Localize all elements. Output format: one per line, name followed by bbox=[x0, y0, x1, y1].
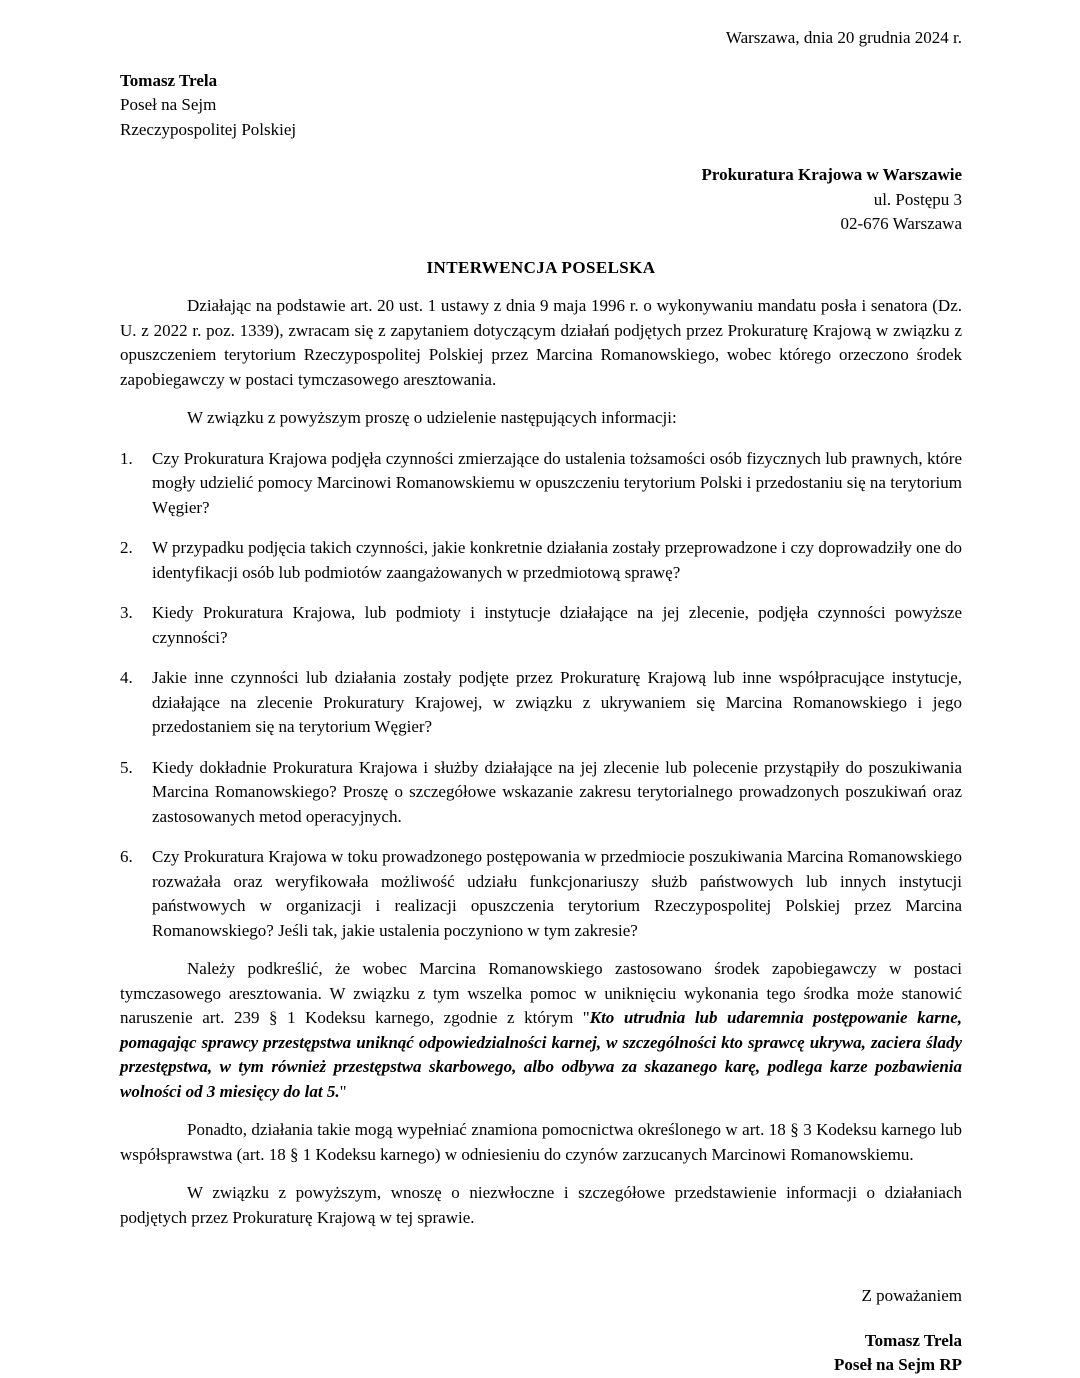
recipient-address-line-1: ul. Postępu 3 bbox=[873, 189, 962, 209]
question-number: 4. bbox=[120, 668, 133, 687]
question-text: Kiedy dokładnie Prokuratura Krajowa i służby działające na jej zlecenie lub polecenie przystąpiły do poszukiwania Marcina Romanowskiego? Proszę o szczegółowe wskazanie zakresu terytorialnego prowadzonych poszukiwań oraz zastosowanych metod operacyjnych. bbox=[152, 757, 962, 826]
date-line: Warszawa, dnia 20 grudnia 2024 r. bbox=[725, 28, 962, 47]
aiding-paragraph: Ponadto, działania takie mogą wypełniać znamiona pomocnictwa określonego w art. 18 § 3 Kodeksu karnego lub współsprawstwa (art. 18 § 1 Kodeksu karnego) w odniesieniu do czynów zarzucanych Marcinowi Romanowskiemu. bbox=[120, 1120, 962, 1164]
question-item-1 bbox=[120, 447, 962, 521]
request-line: W związku z powyższym proszę o udzielenie następujących informacji: bbox=[187, 408, 677, 427]
question-number: 2. bbox=[120, 538, 133, 557]
question-item-6 bbox=[120, 845, 962, 943]
signoff-closing: Z poważaniem bbox=[861, 1286, 962, 1305]
recipient-block bbox=[120, 163, 962, 237]
sender-name: Tomasz Trela bbox=[120, 70, 218, 90]
question-item-4 bbox=[120, 666, 962, 740]
document-title: INTERWENCJA POSELSKA bbox=[426, 257, 656, 277]
legal-paragraph-prefix: Należy podkreślić, że wobec Marcina Romanowskiego zastosowano środek zapobiegawczy w postaci tymczasowego aresztowania. W związku z tym wszelka pomoc w uniknięciu wykonania tego środka może stanowić naruszenie art. 239 § 1 Kodeksu karnego, zgodnie z którym " bbox=[120, 959, 962, 1027]
question-text: Czy Prokuratura Krajowa podjęła czynności zmierzające do ustalenia tożsamości osób fizycznych lub prawnych, które mogły udzielić pomocy Marcinowi Romanowskiemu w opuszczeniu terytorium Polski i przedostaniu się na terytorium Węgier? bbox=[152, 448, 962, 517]
question-text: Kiedy Prokuratura Krajowa, lub podmioty i instytucje działające na jej zlecenie, podjęła czynności powyższe czynności? bbox=[152, 603, 962, 647]
legal-quote: Kto utrudnia lub udaremnia postępowanie karne, pomagając sprawcy przestępstwa uniknąć odpowiedzialności karnej, w szczególności kto sprawcę ukrywa, zaciera ślady przestępstwa, w tym również przestępstwa skarbowego, albo odbywa za skazanego karę, podlega karze pozbawienia wolności od 3 miesięcy do lat 5. bbox=[120, 1008, 962, 1101]
sender-block bbox=[120, 69, 962, 143]
recipient-address-line-2: 02-676 Warszawa bbox=[840, 214, 962, 233]
question-item-3 bbox=[120, 601, 962, 650]
sender-role-line-2: Rzeczypospolitej Polskiej bbox=[120, 119, 297, 139]
intro-paragraph: Działając na podstawie art. 20 ust. 1 ustawy z dnia 9 maja 1996 r. o wykonywaniu mandatu posła i senatora (Dz. U. z 2022 r. poz. 1339), zwracam się z zapytaniem dotyczącym działań podjętych przez Prokuraturę Krajową w związku z opuszczeniem terytorium Rzeczypospolitej Polskiej przez Marcina Romanowskiego, wobec którego orzeczono środek zapobiegawczy w postaci tymczasowego aresztowania. bbox=[120, 296, 962, 389]
question-number: 3. bbox=[120, 603, 133, 622]
question-item-5 bbox=[120, 756, 962, 830]
question-text: Jakie inne czynności lub działania zostały podjęte przez Prokuraturę Krajową lub inne współpracujące instytucje, działające na zlecenie Prokuratury Krajowej, w związku z ukrywaniem się Marcina Romanowskiego i jego przedostaniem się na terytorium Węgier? bbox=[152, 668, 962, 736]
sender-role-line-1: Poseł na Sejm bbox=[120, 95, 217, 114]
final-paragraph: W związku z powyższym, wnoszę o niezwłoczne i szczegółowe przedstawienie informacji o działaniach podjętych przez Prokuraturę Krajową w tej sprawie. bbox=[120, 1183, 962, 1227]
question-number: 5. bbox=[120, 757, 133, 777]
signoff-name: Tomasz Trela bbox=[864, 1330, 962, 1350]
question-item-2 bbox=[120, 536, 962, 585]
recipient-name: Prokuratura Krajowa w Warszawie bbox=[701, 165, 962, 184]
questions-list bbox=[120, 447, 962, 944]
legal-paragraph bbox=[120, 957, 962, 1104]
question-number: 1. bbox=[120, 448, 133, 468]
legal-paragraph-suffix: " bbox=[339, 1081, 347, 1101]
question-number: 6. bbox=[120, 847, 133, 866]
question-text: W przypadku podjęcia takich czynności, jakie konkretnie działania zostały przeprowadzone i czy doprowadziły one do identyfikacji osób lub podmiotów zaangażowanych w przedmiotową sprawę? bbox=[152, 538, 962, 582]
signoff-role: Poseł na Sejm RP bbox=[834, 1355, 962, 1374]
question-text: Czy Prokuratura Krajowa w toku prowadzonego postępowania w przedmiocie poszukiwania Marcina Romanowskiego rozważała oraz weryfikowała możliwość udziału funkcjonariuszy służb państwowych lub innych instytucji państwowych w organizacji i realizacji opuszczenia terytorium Rzeczypospolitej Polskiej przez Marcina Romanowskiego? Jeśli tak, jakie ustalenia poczyniono w tym zakresie? bbox=[152, 847, 962, 940]
